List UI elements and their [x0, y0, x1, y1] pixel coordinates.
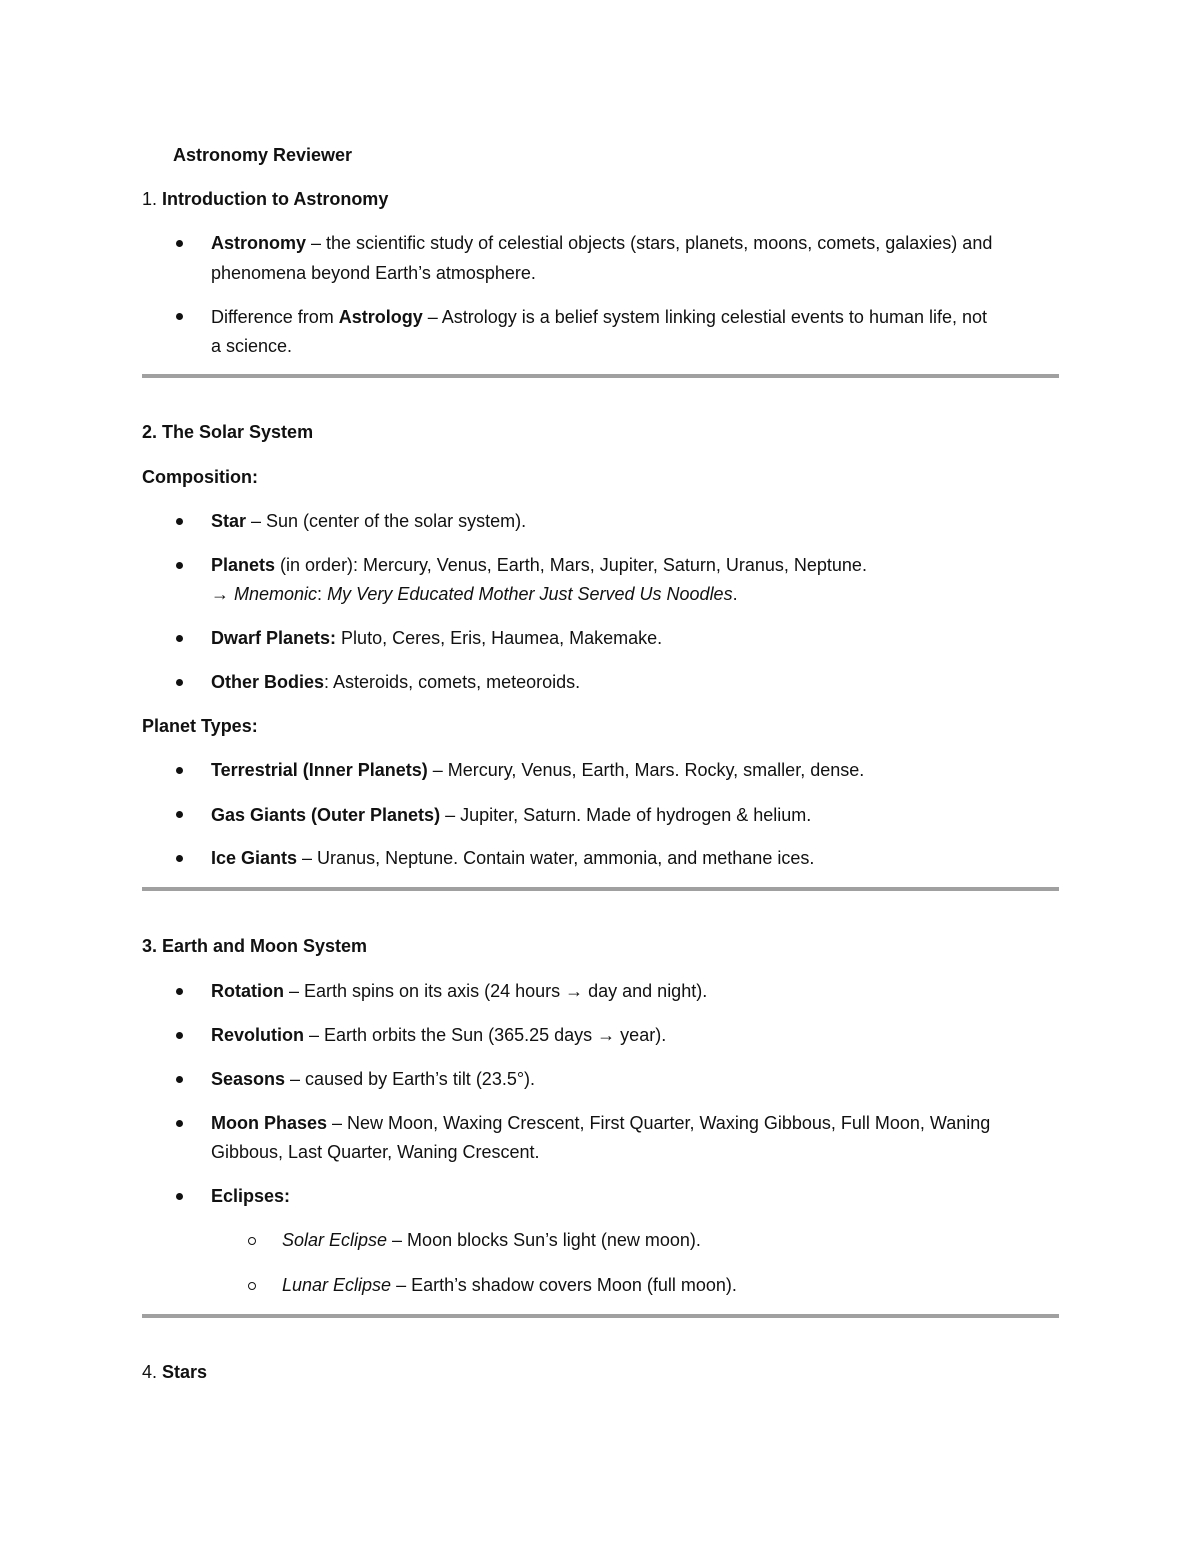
- mnemonic-end: .: [732, 584, 738, 604]
- list-item-moon-phases-cont: Gibbous, Last Quarter, Waning Crescent.: [211, 1142, 540, 1162]
- term-planets: Planets: [211, 555, 276, 575]
- section-4-title: Stars: [162, 1362, 208, 1382]
- term-revolution: Revolution: [211, 1025, 304, 1045]
- bullet-icon: [176, 313, 183, 320]
- sub-item-lunar-eclipse: [282, 1274, 737, 1296]
- list-item-astrology-cont: a science.: [211, 336, 293, 356]
- term-star: Star: [211, 511, 247, 531]
- definition-other-bodies: : Asteroids, comets, meteoroids.: [324, 672, 581, 692]
- bullet-icon: [176, 811, 183, 818]
- term-lunar-eclipse: Lunar Eclipse: [282, 1275, 392, 1295]
- list-item-other-bodies: [211, 671, 580, 693]
- definition-seasons: – caused by Earth’s tilt (23.5°).: [285, 1069, 536, 1089]
- term-rotation: Rotation: [211, 981, 284, 1001]
- composition-subheading: Composition:: [142, 467, 258, 487]
- section-1-heading: [142, 188, 388, 210]
- bullet-icon: [176, 1120, 183, 1127]
- sub-bullet-icon: [248, 1237, 256, 1245]
- definition-rotation: – Earth spins on its axis (24 hours → day and night).: [283, 981, 708, 1001]
- bullet-icon: [176, 1193, 183, 1200]
- bullet-icon: [176, 240, 183, 247]
- term-ice-giants: Ice Giants: [211, 848, 298, 868]
- term-solar-eclipse: Solar Eclipse: [282, 1230, 388, 1250]
- list-item-moon-phases: [211, 1112, 990, 1134]
- definition-astronomy: – the scientific study of celestial objects (stars, planets, moons, comets, galaxies) and: [306, 233, 993, 253]
- bullet-icon: [176, 518, 183, 525]
- term-other-bodies: Other Bodies: [211, 672, 325, 692]
- term-terrestrial: Terrestrial (Inner Planets): [211, 760, 428, 780]
- section-1-title: Introduction to Astronomy: [162, 189, 389, 209]
- section-1-number: 1.: [142, 189, 163, 209]
- list-item-dwarf-planets: [211, 627, 662, 649]
- list-item-seasons: [211, 1068, 535, 1090]
- mnemonic-text: My Very Educated Mother Just Served Us Noodles: [327, 584, 733, 604]
- definition-terrestrial: – Mercury, Venus, Earth, Mars. Rocky, smaller, dense.: [427, 760, 865, 780]
- list-item-gas-giants: [211, 804, 811, 826]
- list-item-rotation: [211, 980, 707, 1002]
- definition-lunar-eclipse: – Earth’s shadow covers Moon (full moon).: [391, 1275, 737, 1295]
- astrology-prefix: Difference from: [211, 307, 339, 327]
- sub-bullet-icon: [248, 1282, 256, 1290]
- mnemonic-label: Mnemonic: [234, 584, 318, 604]
- mnemonic-colon: :: [317, 584, 328, 604]
- list-item-terrestrial: [211, 759, 864, 781]
- bullet-icon: [176, 855, 183, 862]
- definition-revolution: – Earth orbits the Sun (365.25 days → year).: [304, 1025, 667, 1045]
- bullet-icon: [176, 562, 183, 569]
- definition-dwarf-planets: Pluto, Ceres, Eris, Haumea, Makemake.: [336, 628, 663, 648]
- arrow-icon: →: [211, 584, 235, 604]
- term-dwarf-planets: Dwarf Planets:: [211, 628, 337, 648]
- list-item-eclipses: Eclipses:: [211, 1186, 291, 1206]
- bullet-icon: [176, 1032, 183, 1039]
- bullet-icon: [176, 1076, 183, 1083]
- term-astrology: Astrology: [338, 307, 423, 327]
- term-seasons: Seasons: [211, 1069, 286, 1089]
- definition-ice-giants: – Uranus, Neptune. Contain water, ammonia, and methane ices.: [297, 848, 815, 868]
- list-item-astronomy-cont: phenomena beyond Earth’s atmosphere.: [211, 263, 536, 283]
- term-astronomy: Astronomy: [211, 233, 307, 253]
- list-item-star: [211, 510, 526, 532]
- section-3-heading: 3. Earth and Moon System: [142, 936, 368, 956]
- list-item-revolution: [211, 1024, 666, 1046]
- planet-types-subheading: Planet Types:: [142, 716, 258, 736]
- document-title: Astronomy Reviewer: [173, 145, 353, 165]
- section-4-number: 4.: [142, 1362, 163, 1382]
- bullet-icon: [176, 679, 183, 686]
- list-item-planets: [211, 554, 867, 576]
- section-2-heading: 2. The Solar System: [142, 422, 314, 442]
- list-item-astronomy: [211, 232, 992, 254]
- mnemonic-line: [211, 583, 738, 605]
- definition-moon-phases: – New Moon, Waxing Crescent, First Quarter, Waxing Gibbous, Full Moon, Waning: [327, 1113, 991, 1133]
- section-divider: [142, 887, 1059, 891]
- definition-star: – Sun (center of the solar system).: [246, 511, 527, 531]
- section-divider: [142, 374, 1059, 378]
- definition-astrology: – Astrology is a belief system linking celestial events to human life, not: [422, 307, 988, 327]
- term-moon-phases: Moon Phases: [211, 1113, 328, 1133]
- bullet-icon: [176, 767, 183, 774]
- list-item-astrology: [211, 306, 987, 328]
- definition-gas-giants: – Jupiter, Saturn. Made of hydrogen & helium.: [440, 805, 812, 825]
- definition-solar-eclipse: – Moon blocks Sun’s light (new moon).: [387, 1230, 701, 1250]
- section-divider: [142, 1314, 1059, 1318]
- bullet-icon: [176, 635, 183, 642]
- section-4-heading: [142, 1361, 207, 1383]
- list-item-ice-giants: [211, 847, 814, 869]
- definition-planets: (in order): Mercury, Venus, Earth, Mars, Jupiter, Saturn, Uranus, Neptune.: [275, 555, 867, 575]
- sub-item-solar-eclipse: [282, 1229, 701, 1251]
- bullet-icon: [176, 988, 183, 995]
- term-gas-giants: Gas Giants (Outer Planets): [211, 805, 441, 825]
